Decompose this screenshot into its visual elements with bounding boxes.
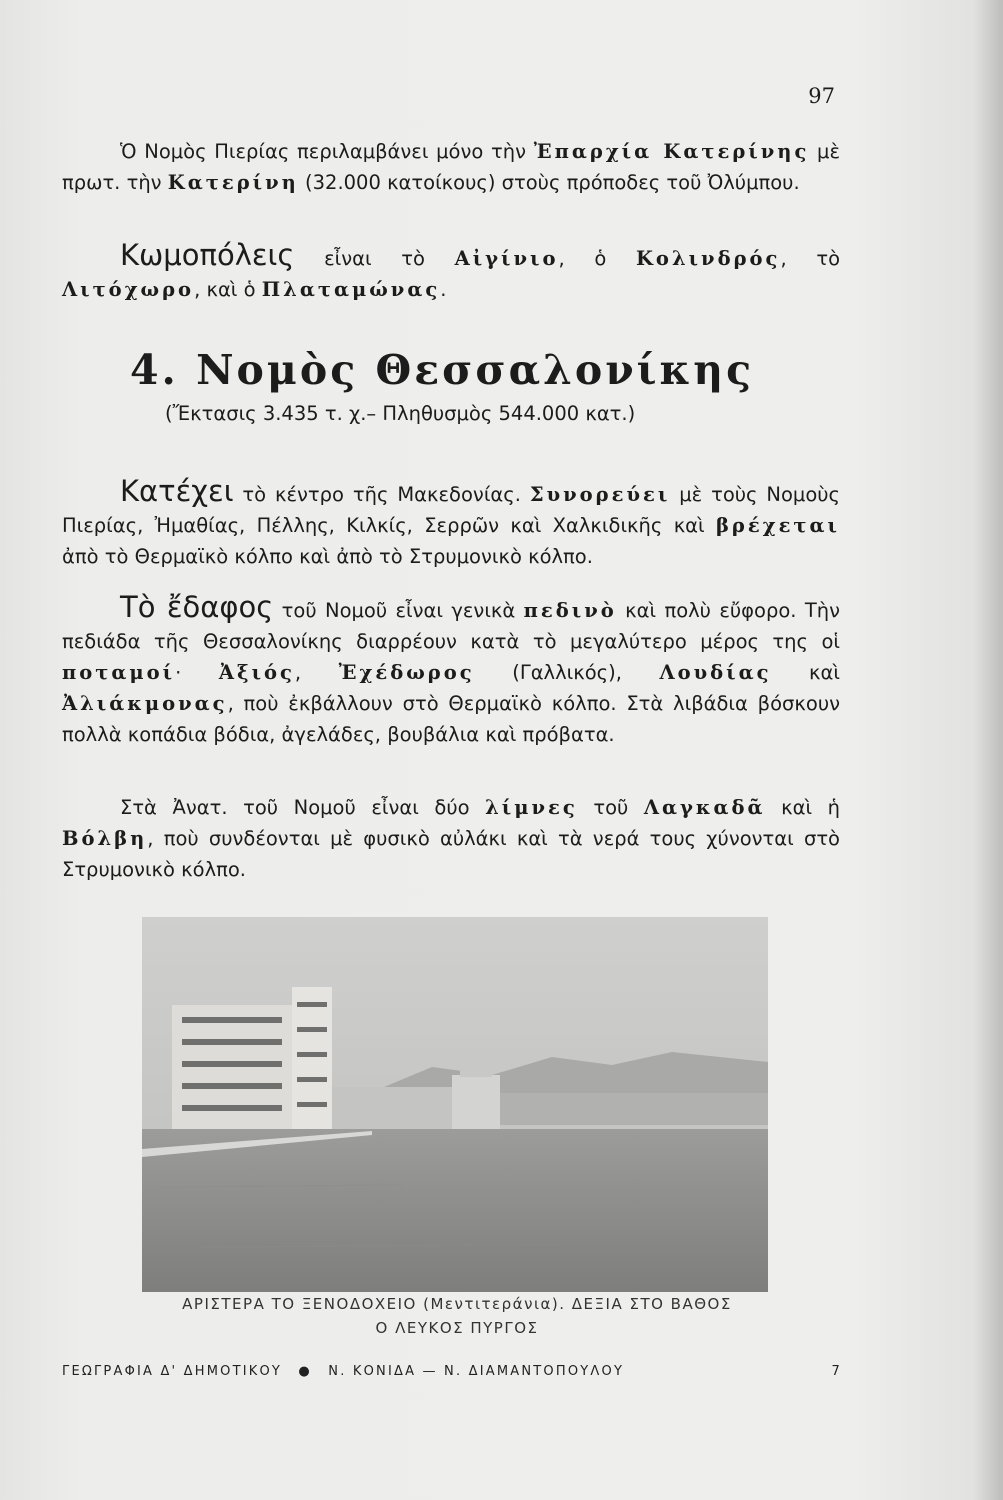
lead-word-katechei: Κατέχει xyxy=(120,474,234,508)
footer-signature-mark: 7 xyxy=(831,1364,842,1379)
section-heading: 4. Νομὸς Θεσσαλονίκης xyxy=(130,346,755,394)
harbour-photo xyxy=(142,917,768,1292)
paragraph-edafos: Τὸ ἔδαφος τοῦ Νομοῦ εἶναι γενικὰ πεδινὸ καὶ πολὺ εὔφορο. Τὴν πεδιάδα τῆς Θεσσαλονίκης διαρρέουν κατὰ τὸ μεγαλύτερο μέρος της οἱ ποταμοί· Ἀξιός, Ἐχέδωρος (Γαλλικός), Λουδίας καὶ Ἀλιάκμονας, ποὺ ἐκβάλλουν στὸ Θερμαϊκὸ κόλπο. Στὰ λιβάδια βόσκουν πολλὰ κοπάδια βόδια, ἀγελάδες, βουβάλια καὶ πρόβατα. xyxy=(62,590,840,746)
section-subheading: (Ἔκτασις 3.435 τ. χ.– Πληθυσμὸς 544.000 κατ.) xyxy=(165,402,636,425)
emphasis-eparchia: Ἐπαρχία Κατερίνης xyxy=(533,140,810,163)
hotel-building xyxy=(172,987,332,1137)
page-footer xyxy=(62,1364,842,1379)
lead-word-komopoleis: Κωμοπόλεις xyxy=(120,238,295,272)
lead-word-edafos: Τὸ ἔδαφος xyxy=(120,590,274,624)
emphasis-katerini: Κατερίνη xyxy=(167,171,299,194)
distant-coast xyxy=(500,1093,768,1125)
caption-line-1: ΑΡΙΣΤΕΡΑ ΤΟ ΞΕΝΟΔΟΧΕΙΟ (Μεντιτεράνια). ΔΕΞΙΑ ΣΤΟ ΒΑΘΟΣ xyxy=(182,1295,732,1313)
footer-dot-icon: ● xyxy=(298,1364,312,1379)
paragraph-katechei: Κατέχει τὸ κέντρο τῆς Μακεδονίας. Συνορεύει μὲ τοὺς Νομοὺς Πιερίας, Ἠμαθίας, Πέλλης, Κιλκίς, Σερρῶν καὶ Χαλκιδικῆς καὶ βρέχεται ἀπὸ τὸ Θερμαϊκὸ κόλπο καὶ ἀπὸ τὸ Στρυμονικὸ κόλπο. xyxy=(62,474,840,568)
sea xyxy=(142,1129,768,1292)
caption-line-2: Ο ΛΕΥΚΟΣ ΠΥΡΓΟΣ xyxy=(375,1319,539,1337)
paragraph-komopoleis: Κωμοπόλεις εἶναι τὸ Αἰγίνιο, ὁ Κολινδρός, τὸ Λιτόχωρο, καὶ ὁ Πλαταμώνας. xyxy=(62,238,840,301)
harbour-illustration xyxy=(142,917,768,1292)
waterfront-buildings xyxy=(332,1087,452,1129)
page-number: 97 xyxy=(808,84,835,108)
paragraph-pieria: Ὁ Νομὸς Πιερίας περιλαμβάνει μόνο τὴν Ἐπαρχία Κατερίνης μὲ πρωτ. τὴν Κατερίνη (32.000 κατοίκους) στοὺς πρόποδες τοῦ Ὀλύμπου. xyxy=(62,140,840,194)
photo-caption xyxy=(62,1292,852,1340)
footer-book-title: ΓΕΩΓΡΑΦΙΑ Δ' ΔΗΜΟΤΙΚΟΥ ● Ν. ΚΟΝΙΔΑ — Ν. ΔΙΑΜΑΝΤΟΠΟΥΛΟΥ xyxy=(62,1364,625,1379)
paragraph-limnes: Στὰ Ἀνατ. τοῦ Νομοῦ εἶναι δύο λίμνες τοῦ Λαγκαδᾶ καὶ ἡ Βόλβη, ποὺ συνδέονται μὲ φυσικὸ αὐλάκι καὶ τὰ νερά τους χύνονται στὸ Στρυμονικὸ κόλπο. xyxy=(62,796,840,881)
